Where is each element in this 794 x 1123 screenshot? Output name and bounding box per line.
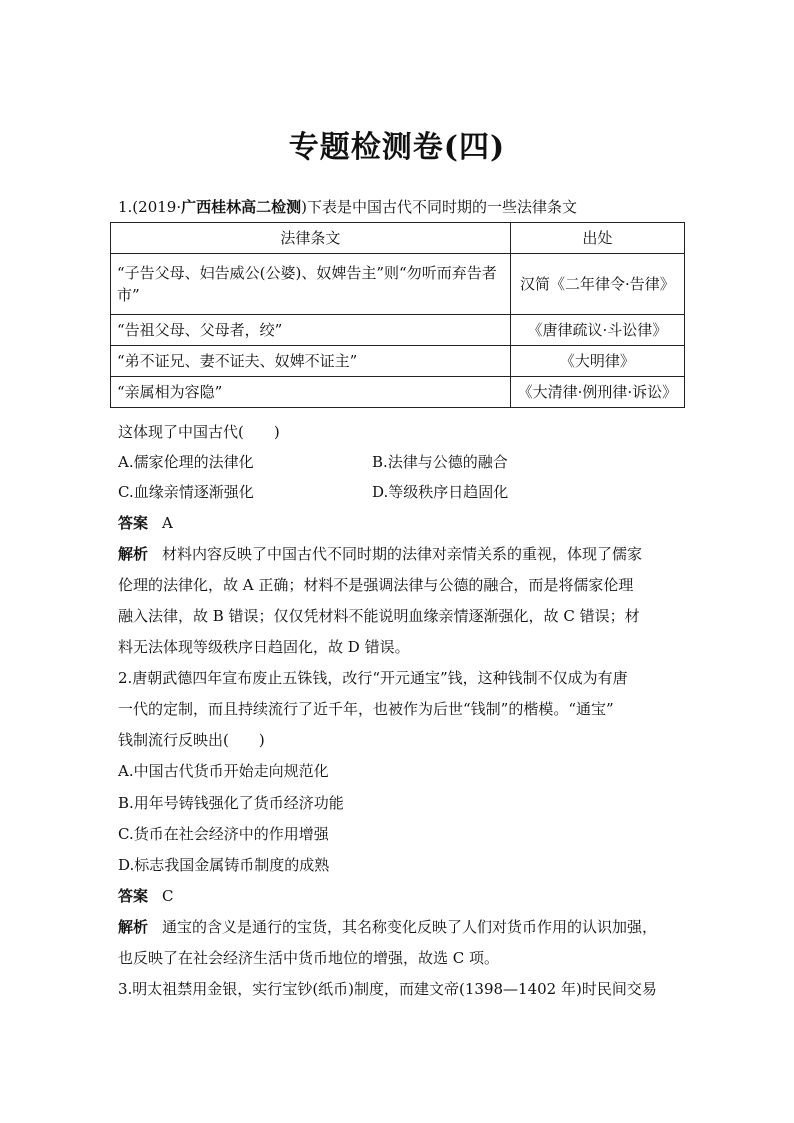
table-cell-source: 《大清律·例刑律·诉讼》	[510, 377, 684, 408]
question-1-analysis-line	[118, 544, 642, 564]
table-row	[111, 377, 685, 408]
table-cell-law: “亲属相为容隐”	[111, 377, 511, 408]
question-2-option-d: D.标志我国金属铸币制度的成熟	[118, 856, 330, 874]
question-2-stem-line: 2.唐朝武德四年宣布废止五铢钱，改行“开元通宝”钱，这种钱制不仅成为有唐	[118, 669, 628, 687]
question-1-suffix: )下表是中国古代不同时期的一些法律条文	[301, 198, 577, 216]
table-cell-law: “子告父母、妇告威公(公婆)、奴婢告主”则“勿听而弃告者市”	[111, 254, 511, 315]
question-2-option-c: C.货币在社会经济中的作用增强	[118, 825, 329, 843]
question-1-option-d: D.等级秩序日趋固化	[372, 483, 509, 501]
answer-value: C	[162, 887, 174, 905]
question-1-prompt: 这体现了中国古代( )	[118, 423, 280, 441]
table-header-source: 出处	[510, 223, 684, 254]
table-row	[111, 254, 685, 315]
law-table	[110, 222, 685, 408]
table-row	[111, 346, 685, 377]
table-row	[111, 315, 685, 346]
question-2-analysis-line: 也反映了在社会经济生活中货币地位的增强，故选 C 项。	[118, 949, 500, 967]
answer-label: 答案	[118, 514, 149, 532]
page-title: 专题检测卷(四)	[288, 130, 506, 165]
question-1-answer	[118, 513, 173, 533]
question-1-analysis-line: 料无法体现等级秩序日趋固化，故 D 错误。	[118, 638, 410, 656]
question-2-stem-line: 钱制流行反映出( )	[118, 731, 265, 749]
question-3-stem-line: 3.明太祖禁用金银，实行宝钞(纸币)制度，而建文帝(1398—1402 年)时民间交易	[118, 980, 657, 998]
question-1-prefix: 1.(2019·	[118, 198, 182, 216]
question-1-option-a: A.儒家伦理的法律化	[118, 453, 254, 471]
table-cell-source: 《唐律疏议·斗讼律》	[510, 315, 684, 346]
answer-label: 答案	[118, 887, 149, 905]
question-2-answer	[118, 886, 174, 906]
table-header-law: 法律条文	[111, 223, 511, 254]
question-1-option-b: B.法律与公德的融合	[372, 453, 508, 471]
question-2-option-a: A.中国古代货币开始走向规范化	[118, 762, 329, 780]
table-cell-law: “告祖父母、父母者，绞”	[111, 315, 511, 346]
analysis-label: 解析	[118, 918, 149, 936]
question-2-analysis-line	[118, 917, 657, 937]
question-2-option-b: B.用年号铸钱强化了货币经济功能	[118, 794, 344, 812]
question-2-stem-line: 一代的定制，而且持续流行了近千年，也被作为后世“钱制”的楷模。“通宝”	[118, 700, 614, 718]
table-cell-source: 《大明律》	[510, 346, 684, 377]
answer-value: A	[162, 514, 173, 532]
question-1-source: 广西桂林高二检测	[181, 198, 302, 216]
analysis-text: 通宝的含义是通行的宝货，其名称变化反映了人们对货币作用的认识加强，	[162, 918, 658, 936]
question-1-option-c: C.血缘亲情逐渐强化	[118, 483, 254, 501]
analysis-label: 解析	[118, 545, 149, 563]
table-header-row	[111, 223, 685, 254]
question-1-analysis-line: 融入法律，故 B 错误；仅仅凭材料不能说明血缘亲情逐渐强化，故 C 错误；材	[118, 607, 640, 625]
analysis-text: 材料内容反映了中国古代不同时期的法律对亲情关系的重视，体现了儒家	[162, 545, 643, 563]
table-cell-source: 汉简《二年律令·告律》	[510, 254, 684, 315]
question-1-analysis-line: 伦理的法律化，故 A 正确；材料不是强调法律与公德的融合，而是将儒家伦理	[118, 576, 634, 594]
table-cell-law: “弟不证兄、妻不证夫、奴婢不证主”	[111, 346, 511, 377]
question-1-stem	[118, 197, 577, 217]
